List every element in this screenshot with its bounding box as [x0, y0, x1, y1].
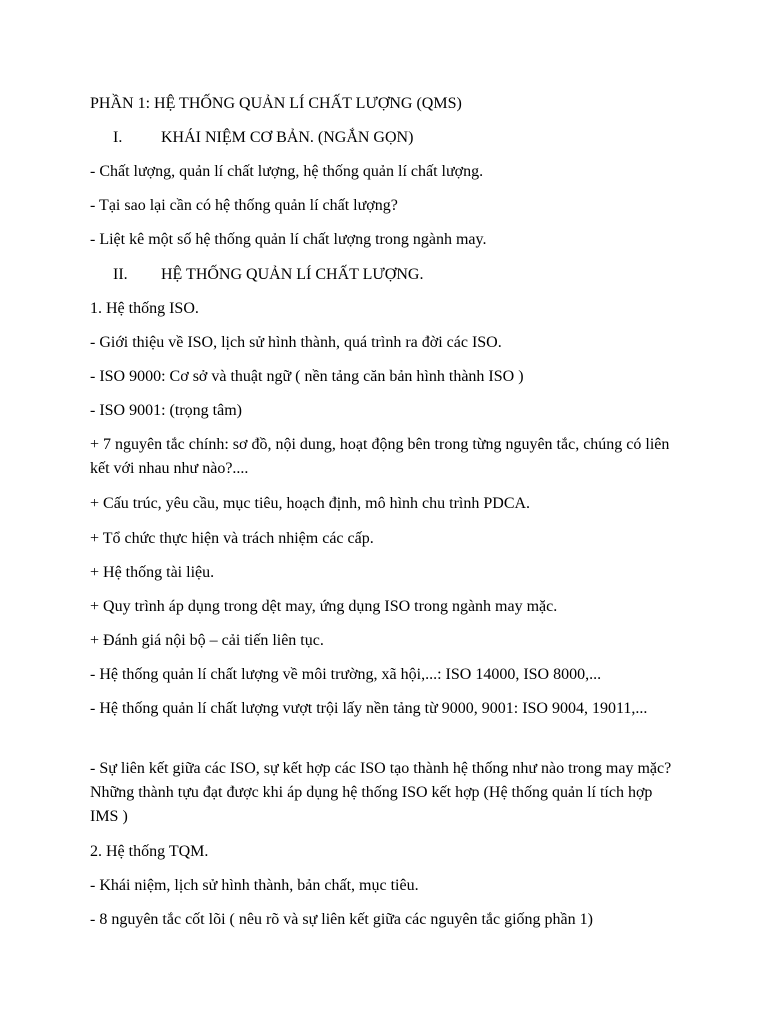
paragraph: - Khái niệm, lịch sử hình thành, bản chất, mục tiêu. [90, 877, 419, 894]
paragraph: + Hệ thống tài liệu. [90, 564, 215, 581]
section-heading-2 [113, 263, 423, 287]
paragraph: - Tại sao lại cần có hệ thống quản lí chất lượng? [90, 197, 398, 214]
paragraph: + Cấu trúc, yêu cầu, mục tiêu, hoạch định, mô hình chu trình PDCA. [90, 495, 531, 512]
section-number: II. [113, 266, 128, 283]
paragraph: + Đánh giá nội bộ – cải tiến liên tục. [90, 632, 324, 649]
paragraph: - Sự liên kết giữa các ISO, sự kết hợp các ISO tạo thành hệ thống như nào trong may mặc? Những thành tựu đạt được khi áp dụng hệ thống ISO kết hợp (Hệ thống quản lí tích hợp IMS ) [90, 760, 672, 825]
paragraph: + Quy trình áp dụng trong dệt may, ứng dụng ISO trong ngành may mặc. [90, 598, 558, 615]
paragraph: - Chất lượng, quản lí chất lượng, hệ thống quản lí chất lượng. [90, 163, 484, 180]
paragraph: - ISO 9000: Cơ sở và thuật ngữ ( nền tảng căn bản hình thành ISO ) [90, 368, 524, 385]
paragraph: + Tổ chức thực hiện và trách nhiệm các cấp. [90, 530, 374, 547]
paragraph: - Hệ thống quản lí chất lượng vượt trội lấy nền tảng từ 9000, 9001: ISO 9004, 19011,... [90, 700, 648, 717]
document-title: PHẦN 1: HỆ THỐNG QUẢN LÍ CHẤT LƯỢNG (QMS) [90, 95, 462, 112]
paragraph: - 8 nguyên tắc cốt lõi ( nêu rõ và sự liên kết giữa các nguyên tắc giống phần 1) [90, 911, 593, 928]
section-title: KHÁI NIỆM CƠ BẢN. (NGẮN GỌN) [161, 129, 414, 146]
paragraph: - Hệ thống quản lí chất lượng về môi trường, xã hội,...: ISO 14000, ISO 8000,... [90, 666, 602, 683]
paragraph: + 7 nguyên tắc chính: sơ đồ, nội dung, hoạt động bên trong từng nguyên tắc, chúng có liên kết với nhau như nào?.... [90, 436, 670, 477]
paragraph: - Giới thiệu về ISO, lịch sử hình thành, quá trình ra đời các ISO. [90, 334, 502, 351]
section-number: I. [113, 129, 123, 146]
subsection-heading: 2. Hệ thống TQM. [90, 843, 209, 860]
section-heading-1 [113, 126, 413, 150]
subsection-heading: 1. Hệ thống ISO. [90, 300, 199, 317]
paragraph: - ISO 9001: (trọng tâm) [90, 402, 242, 419]
paragraph: - Liệt kê một số hệ thống quản lí chất lượng trong ngành may. [90, 231, 487, 248]
section-title: HỆ THỐNG QUẢN LÍ CHẤT LƯỢNG. [161, 266, 424, 283]
